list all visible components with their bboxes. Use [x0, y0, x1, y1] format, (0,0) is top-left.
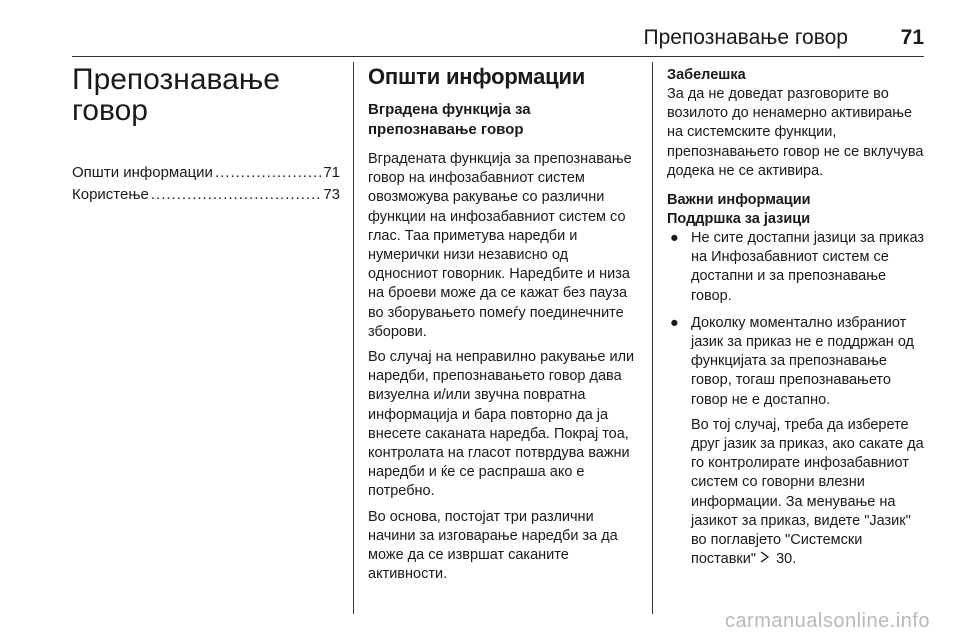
toc-leader-dots [151, 184, 321, 206]
important-info-heading: Важни информации [667, 192, 811, 209]
table-of-contents [72, 162, 340, 206]
toc-item[interactable] [72, 162, 340, 184]
page-reference-icon [760, 550, 772, 569]
section-title: Општи информации [368, 64, 586, 89]
toc-item-page: 71 [323, 164, 340, 181]
subsection-title: Вградена функција за препознавање говор [368, 101, 531, 138]
chapter-title: Препознавање говор [72, 63, 280, 127]
language-support-heading: Поддршка за јазици [667, 211, 811, 228]
page-reference-link[interactable]: 30. [776, 551, 797, 568]
list-item [667, 314, 929, 570]
body-paragraph: Вградената функција за препознавање говор на инфозабавниот систем овозможува ракување со различни функции на инфозабавниот систем со глас. Таа приметува наредби и нумерички низи независно од односниот говорник. Наредбите и низа на броеви може да се кажат без пауза во зборувањето помеѓу поединечните зборови. [368, 151, 632, 340]
bullet-icon: ● [670, 230, 679, 247]
column-divider-1 [353, 62, 354, 614]
toc-item-label: Општи информации [72, 164, 213, 181]
bullet-text-continued [691, 416, 929, 570]
bullet-text-span: Во тој случај, треба да изберете друг јазик за приказ, ако сакате да го контролирате инфозабавниот систем со говорни влезни информации. За менување на јазикот за приказ, видете "Јазик" во поглавјето "Системски поставки" [691, 416, 924, 568]
list-item [667, 229, 929, 306]
bullet-list [667, 229, 929, 569]
bullet-icon: ● [670, 314, 679, 331]
toc-item-label: Користење [72, 186, 149, 203]
toc-item-page: 73 [323, 186, 340, 203]
column-divider-2 [652, 62, 653, 614]
note-text: За да не доведат разговорите во возилото до ненамерно активирање на системските функции, препознавањето говор не се вклучува додека не се активира. [667, 86, 924, 179]
toc-leader-dots [215, 162, 321, 184]
chapter-column [72, 62, 340, 206]
toc-item[interactable] [72, 184, 340, 206]
main-column [368, 62, 640, 590]
watermark-text: carmanualsonline.info [724, 610, 930, 632]
body-paragraph: Во случај на неправилно ракување или наредби, препознавањето говор дава визуелна и/или звучна повратна информација и бара повторно да ја внесете саканата наредба. Покрај тоа, контролата на гласот потврдува важни наредби и ќе се распраша ако е потребно. [368, 349, 635, 500]
header-rule [72, 56, 924, 57]
page-number: 71 [900, 26, 924, 49]
note-title: Забелешка [667, 67, 746, 83]
header-title: Препознавање говор [643, 26, 848, 49]
right-column [667, 62, 929, 577]
bullet-text: Доколку моментално избраниот јазик за приказ не е поддржан од функцијата за препознавање говор, тогаш препознавањето говор не е достапно. [691, 314, 915, 408]
bullet-text: Не сите достапни јазици за приказ на Инфозабавниот систем се достапни и за препознавање говор. [691, 230, 925, 304]
body-paragraph: Во основа, постојат три различни начини за изговарање наредби за да може да се извршат саканите активности. [368, 508, 618, 583]
